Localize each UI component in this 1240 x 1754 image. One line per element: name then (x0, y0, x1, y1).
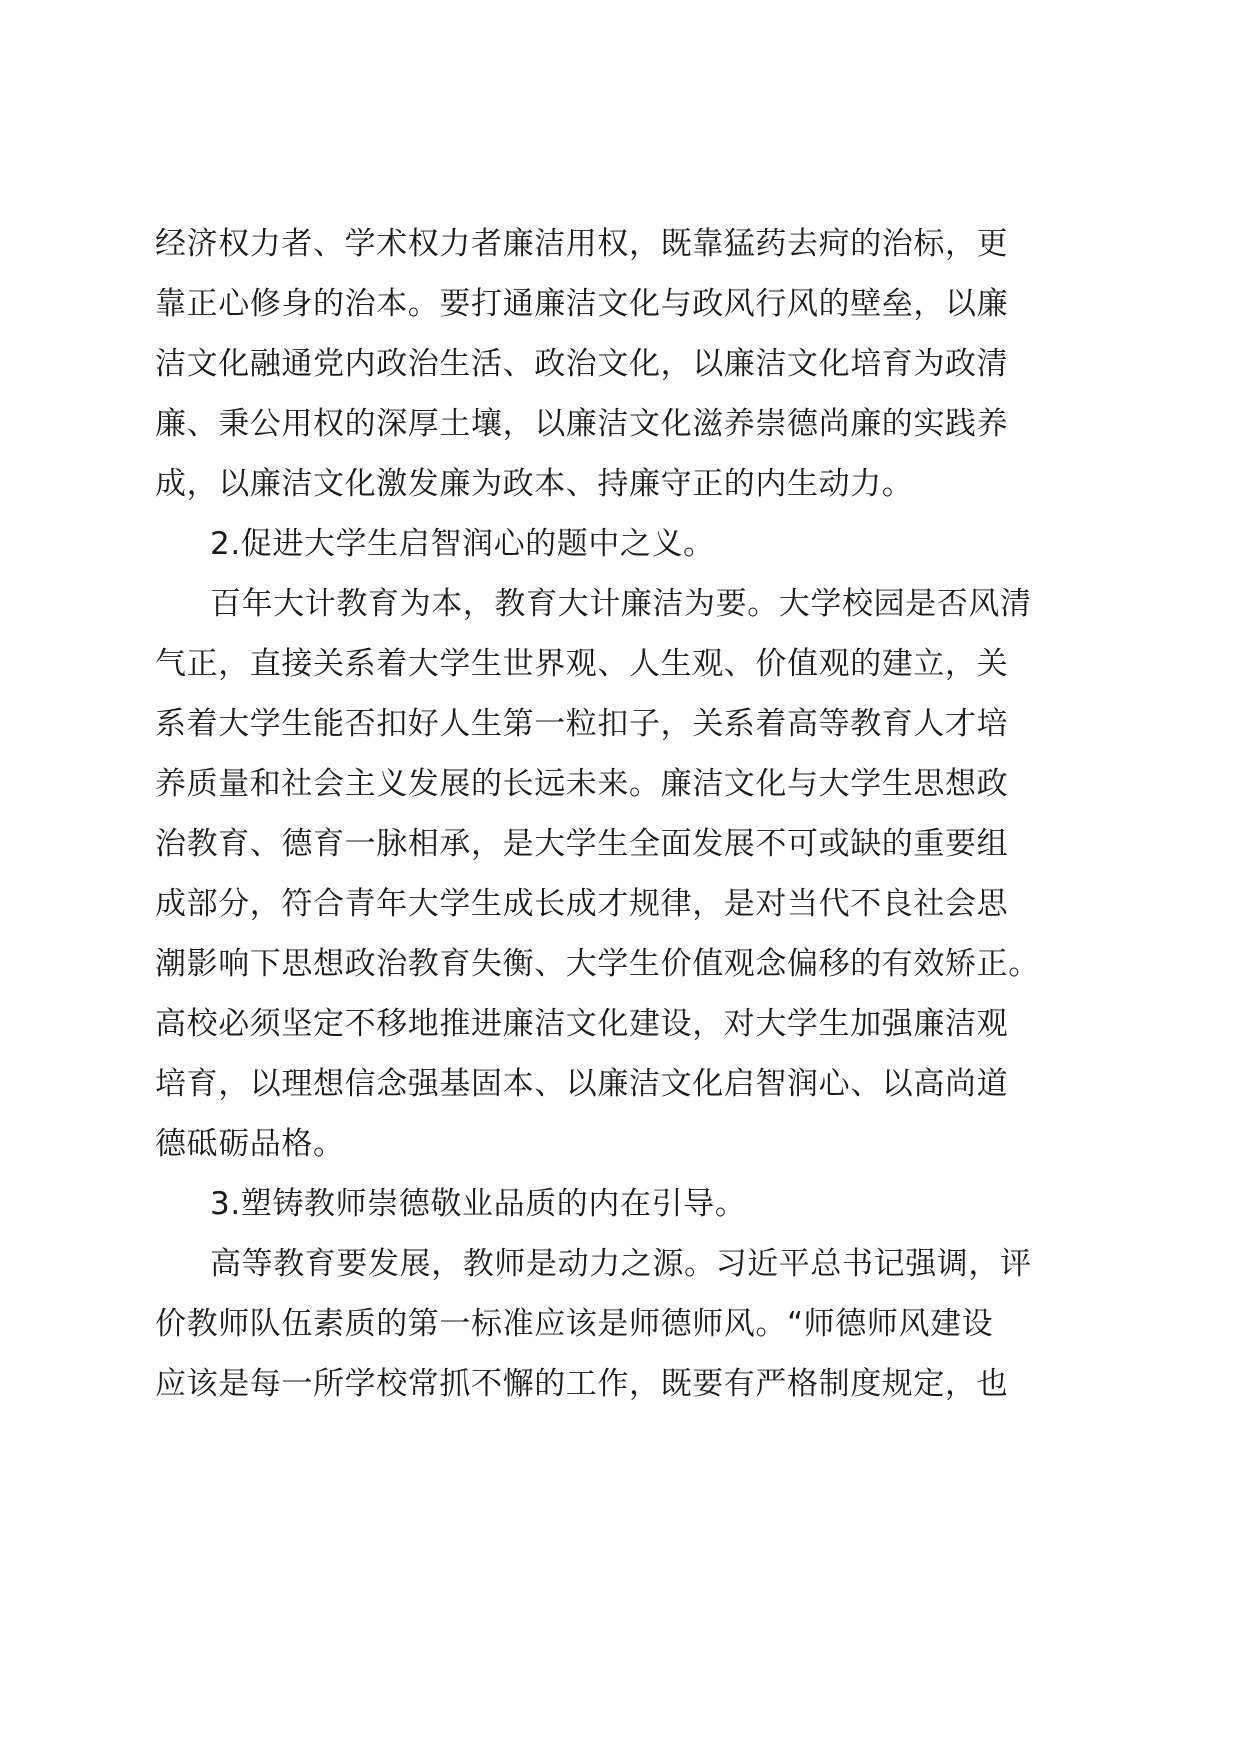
text-line: 高等教育要发展，教师是动力之源。习近平总书记强调，评 (210, 1246, 1032, 1282)
text-line: 成，以廉洁文化激发廉为政本、持廉守正的内生动力。 (155, 466, 914, 502)
text-line: 经济权力者、学术权力者廉洁用权，既靠猛药去疴的治标，更 (155, 226, 1009, 262)
body-text (155, 214, 1095, 1414)
text-line: 系着大学生能否扣好人生第一粒扣子，关系着高等教育人才培 (155, 706, 1009, 742)
text-line: 潮影响下思想政治教育失衡、大学生价值观念偏移的有效矫正。 (155, 946, 1040, 982)
text-line: 价教师队伍素质的第一标准应该是师德师风。“师德师风建设 (155, 1306, 994, 1342)
text-line: 治教育、德育一脉相承，是大学生全面发展不可或缺的重要组 (155, 826, 1009, 862)
text-line: 廉、秉公用权的深厚土壤，以廉洁文化滋养崇德尚廉的实践养 (155, 406, 1009, 442)
text-line: 高校必须坚定不移地推进廉洁文化建设，对大学生加强廉洁观 (155, 1006, 1009, 1042)
text-line: 应该是每一所学校常抓不懈的工作，既要有严格制度规定，也 (155, 1366, 1009, 1402)
text-line: 百年大计教育为本，教育大计廉洁为要。大学校园是否风清 (210, 586, 1032, 622)
section-heading: 3.塑铸教师崇德敬业品质的内在引导。 (210, 1186, 747, 1222)
section-heading: 2.促进大学生启智润心的题中之义。 (210, 526, 715, 562)
text-line: 气正，直接关系着大学生世界观、人生观、价值观的建立，关 (155, 646, 1009, 682)
text-line: 德砥砺品格。 (155, 1126, 345, 1162)
text-line: 洁文化融通党内政治生活、政治文化，以廉洁文化培育为政清 (155, 346, 1009, 382)
text-line: 靠正心修身的治本。要打通廉洁文化与政风行风的壁垒，以廉 (155, 286, 1009, 322)
text-line: 培育，以理想信念强基固本、以廉洁文化启智润心、以高尚道 (155, 1066, 1009, 1102)
text-line: 成部分，符合青年大学生成长成才规律，是对当代不良社会思 (155, 886, 1009, 922)
text-line: 养质量和社会主义发展的长远未来。廉洁文化与大学生思想政 (155, 766, 1009, 802)
